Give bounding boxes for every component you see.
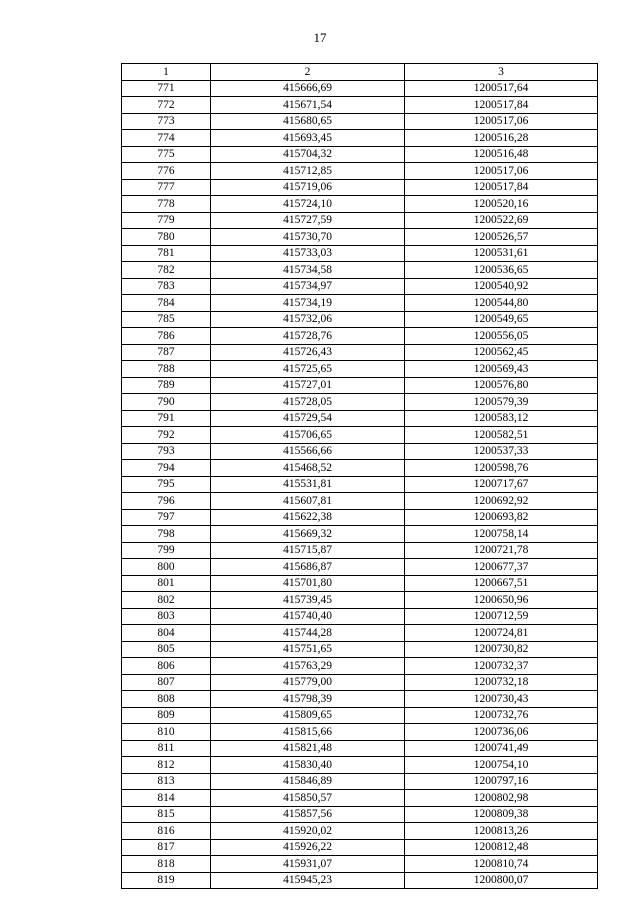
point-number-cell: 809 bbox=[122, 707, 211, 724]
table-row bbox=[122, 872, 598, 889]
point-number-cell: 818 bbox=[122, 856, 211, 873]
table-row bbox=[122, 608, 598, 625]
point-number-cell: 789 bbox=[122, 377, 211, 394]
header-col-3: 3 bbox=[405, 64, 598, 81]
y-coordinate-cell: 1200562,45 bbox=[405, 344, 598, 361]
table-row bbox=[122, 823, 598, 840]
y-coordinate-cell: 1200556,05 bbox=[405, 328, 598, 345]
x-coordinate-cell: 415740,40 bbox=[211, 608, 405, 625]
y-coordinate-cell: 1200583,12 bbox=[405, 410, 598, 427]
y-coordinate-cell: 1200812,48 bbox=[405, 839, 598, 856]
point-number-cell: 776 bbox=[122, 163, 211, 180]
x-coordinate-cell: 415744,28 bbox=[211, 625, 405, 642]
y-coordinate-cell: 1200598,76 bbox=[405, 460, 598, 477]
y-coordinate-cell: 1200741,49 bbox=[405, 740, 598, 757]
table-row bbox=[122, 179, 598, 196]
y-coordinate-cell: 1200517,84 bbox=[405, 179, 598, 196]
y-coordinate-cell: 1200537,33 bbox=[405, 443, 598, 460]
table-row bbox=[122, 658, 598, 675]
point-number-cell: 812 bbox=[122, 757, 211, 774]
y-coordinate-cell: 1200576,80 bbox=[405, 377, 598, 394]
point-number-cell: 802 bbox=[122, 592, 211, 609]
table-row bbox=[122, 856, 598, 873]
table-row bbox=[122, 427, 598, 444]
x-coordinate-cell: 415734,19 bbox=[211, 295, 405, 312]
x-coordinate-cell: 415739,45 bbox=[211, 592, 405, 609]
point-number-cell: 792 bbox=[122, 427, 211, 444]
point-number-cell: 813 bbox=[122, 773, 211, 790]
point-number-cell: 800 bbox=[122, 559, 211, 576]
table-row bbox=[122, 839, 598, 856]
table-row bbox=[122, 625, 598, 642]
table-row bbox=[122, 229, 598, 246]
x-coordinate-cell: 415622,38 bbox=[211, 509, 405, 526]
table-row bbox=[122, 377, 598, 394]
x-coordinate-cell: 415729,54 bbox=[211, 410, 405, 427]
x-coordinate-cell: 415821,48 bbox=[211, 740, 405, 757]
x-coordinate-cell: 415809,65 bbox=[211, 707, 405, 724]
y-coordinate-cell: 1200517,06 bbox=[405, 113, 598, 130]
coordinates-table bbox=[121, 63, 598, 889]
x-coordinate-cell: 415724,10 bbox=[211, 196, 405, 213]
y-coordinate-cell: 1200522,69 bbox=[405, 212, 598, 229]
y-coordinate-cell: 1200800,07 bbox=[405, 872, 598, 889]
x-coordinate-cell: 415726,43 bbox=[211, 344, 405, 361]
table-body bbox=[122, 80, 598, 889]
y-coordinate-cell: 1200531,61 bbox=[405, 245, 598, 262]
x-coordinate-cell: 415531,81 bbox=[211, 476, 405, 493]
point-number-cell: 777 bbox=[122, 179, 211, 196]
point-number-cell: 786 bbox=[122, 328, 211, 345]
x-coordinate-cell: 415725,65 bbox=[211, 361, 405, 378]
x-coordinate-cell: 415701,80 bbox=[211, 575, 405, 592]
y-coordinate-cell: 1200802,98 bbox=[405, 790, 598, 807]
x-coordinate-cell: 415671,54 bbox=[211, 97, 405, 114]
table-row bbox=[122, 740, 598, 757]
y-coordinate-cell: 1200544,80 bbox=[405, 295, 598, 312]
x-coordinate-cell: 415931,07 bbox=[211, 856, 405, 873]
y-coordinate-cell: 1200730,43 bbox=[405, 691, 598, 708]
table-row bbox=[122, 542, 598, 559]
x-coordinate-cell: 415857,56 bbox=[211, 806, 405, 823]
x-coordinate-cell: 415693,45 bbox=[211, 130, 405, 147]
x-coordinate-cell: 415734,97 bbox=[211, 278, 405, 295]
point-number-cell: 805 bbox=[122, 641, 211, 658]
point-number-cell: 775 bbox=[122, 146, 211, 163]
y-coordinate-cell: 1200712,59 bbox=[405, 608, 598, 625]
table-row bbox=[122, 476, 598, 493]
point-number-cell: 819 bbox=[122, 872, 211, 889]
x-coordinate-cell: 415607,81 bbox=[211, 493, 405, 510]
y-coordinate-cell: 1200520,16 bbox=[405, 196, 598, 213]
x-coordinate-cell: 415727,59 bbox=[211, 212, 405, 229]
y-coordinate-cell: 1200732,18 bbox=[405, 674, 598, 691]
table-row bbox=[122, 641, 598, 658]
y-coordinate-cell: 1200754,10 bbox=[405, 757, 598, 774]
y-coordinate-cell: 1200582,51 bbox=[405, 427, 598, 444]
x-coordinate-cell: 415680,65 bbox=[211, 113, 405, 130]
y-coordinate-cell: 1200758,14 bbox=[405, 526, 598, 543]
point-number-cell: 788 bbox=[122, 361, 211, 378]
table-row bbox=[122, 163, 598, 180]
point-number-cell: 782 bbox=[122, 262, 211, 279]
x-coordinate-cell: 415719,06 bbox=[211, 179, 405, 196]
point-number-cell: 808 bbox=[122, 691, 211, 708]
point-number-cell: 794 bbox=[122, 460, 211, 477]
point-number-cell: 806 bbox=[122, 658, 211, 675]
table-row bbox=[122, 394, 598, 411]
y-coordinate-cell: 1200692,92 bbox=[405, 493, 598, 510]
point-number-cell: 795 bbox=[122, 476, 211, 493]
point-number-cell: 784 bbox=[122, 295, 211, 312]
header-col-1: 1 bbox=[122, 64, 211, 81]
x-coordinate-cell: 415798,39 bbox=[211, 691, 405, 708]
table-row bbox=[122, 245, 598, 262]
x-coordinate-cell: 415712,85 bbox=[211, 163, 405, 180]
point-number-cell: 778 bbox=[122, 196, 211, 213]
point-number-cell: 796 bbox=[122, 493, 211, 510]
table-row bbox=[122, 328, 598, 345]
x-coordinate-cell: 415715,87 bbox=[211, 542, 405, 559]
y-coordinate-cell: 1200540,92 bbox=[405, 278, 598, 295]
table-row bbox=[122, 212, 598, 229]
x-coordinate-cell: 415728,76 bbox=[211, 328, 405, 345]
table-row bbox=[122, 575, 598, 592]
x-coordinate-cell: 415704,32 bbox=[211, 146, 405, 163]
point-number-cell: 772 bbox=[122, 97, 211, 114]
table-row bbox=[122, 724, 598, 741]
x-coordinate-cell: 415686,87 bbox=[211, 559, 405, 576]
point-number-cell: 815 bbox=[122, 806, 211, 823]
table-row bbox=[122, 493, 598, 510]
y-coordinate-cell: 1200677,37 bbox=[405, 559, 598, 576]
table-row bbox=[122, 443, 598, 460]
x-coordinate-cell: 415815,66 bbox=[211, 724, 405, 741]
x-coordinate-cell: 415846,89 bbox=[211, 773, 405, 790]
point-number-cell: 783 bbox=[122, 278, 211, 295]
point-number-cell: 793 bbox=[122, 443, 211, 460]
y-coordinate-cell: 1200721,78 bbox=[405, 542, 598, 559]
y-coordinate-cell: 1200730,82 bbox=[405, 641, 598, 658]
x-coordinate-cell: 415566,66 bbox=[211, 443, 405, 460]
table-row bbox=[122, 295, 598, 312]
table-row bbox=[122, 790, 598, 807]
table-row bbox=[122, 278, 598, 295]
table-row bbox=[122, 460, 598, 477]
y-coordinate-cell: 1200579,39 bbox=[405, 394, 598, 411]
x-coordinate-cell: 415926,22 bbox=[211, 839, 405, 856]
y-coordinate-cell: 1200693,82 bbox=[405, 509, 598, 526]
y-coordinate-cell: 1200732,37 bbox=[405, 658, 598, 675]
table-row bbox=[122, 410, 598, 427]
point-number-cell: 773 bbox=[122, 113, 211, 130]
point-number-cell: 799 bbox=[122, 542, 211, 559]
table-row bbox=[122, 707, 598, 724]
table-row bbox=[122, 130, 598, 147]
x-coordinate-cell: 415706,65 bbox=[211, 427, 405, 444]
point-number-cell: 791 bbox=[122, 410, 211, 427]
x-coordinate-cell: 415779,00 bbox=[211, 674, 405, 691]
table-row bbox=[122, 691, 598, 708]
table-row bbox=[122, 592, 598, 609]
point-number-cell: 787 bbox=[122, 344, 211, 361]
point-number-cell: 816 bbox=[122, 823, 211, 840]
y-coordinate-cell: 1200516,28 bbox=[405, 130, 598, 147]
y-coordinate-cell: 1200517,64 bbox=[405, 80, 598, 97]
point-number-cell: 785 bbox=[122, 311, 211, 328]
point-number-cell: 804 bbox=[122, 625, 211, 642]
y-coordinate-cell: 1200667,51 bbox=[405, 575, 598, 592]
table-row bbox=[122, 757, 598, 774]
table-row bbox=[122, 509, 598, 526]
table-row bbox=[122, 773, 598, 790]
point-number-cell: 814 bbox=[122, 790, 211, 807]
table-row bbox=[122, 113, 598, 130]
y-coordinate-cell: 1200517,84 bbox=[405, 97, 598, 114]
table-row bbox=[122, 361, 598, 378]
table-row bbox=[122, 262, 598, 279]
x-coordinate-cell: 415728,05 bbox=[211, 394, 405, 411]
x-coordinate-cell: 415920,02 bbox=[211, 823, 405, 840]
point-number-cell: 811 bbox=[122, 740, 211, 757]
y-coordinate-cell: 1200526,57 bbox=[405, 229, 598, 246]
table-row bbox=[122, 80, 598, 97]
table-header bbox=[122, 64, 598, 81]
point-number-cell: 771 bbox=[122, 80, 211, 97]
table-row bbox=[122, 526, 598, 543]
y-coordinate-cell: 1200717,67 bbox=[405, 476, 598, 493]
point-number-cell: 781 bbox=[122, 245, 211, 262]
x-coordinate-cell: 415468,52 bbox=[211, 460, 405, 477]
x-coordinate-cell: 415945,23 bbox=[211, 872, 405, 889]
header-row bbox=[122, 64, 598, 81]
y-coordinate-cell: 1200516,48 bbox=[405, 146, 598, 163]
y-coordinate-cell: 1200736,06 bbox=[405, 724, 598, 741]
y-coordinate-cell: 1200809,38 bbox=[405, 806, 598, 823]
point-number-cell: 810 bbox=[122, 724, 211, 741]
point-number-cell: 801 bbox=[122, 575, 211, 592]
header-col-2: 2 bbox=[211, 64, 405, 81]
point-number-cell: 817 bbox=[122, 839, 211, 856]
table-row bbox=[122, 311, 598, 328]
x-coordinate-cell: 415666,69 bbox=[211, 80, 405, 97]
x-coordinate-cell: 415734,58 bbox=[211, 262, 405, 279]
point-number-cell: 803 bbox=[122, 608, 211, 625]
y-coordinate-cell: 1200724,81 bbox=[405, 625, 598, 642]
x-coordinate-cell: 415763,29 bbox=[211, 658, 405, 675]
table-row bbox=[122, 97, 598, 114]
x-coordinate-cell: 415850,57 bbox=[211, 790, 405, 807]
point-number-cell: 779 bbox=[122, 212, 211, 229]
x-coordinate-cell: 415727,01 bbox=[211, 377, 405, 394]
point-number-cell: 807 bbox=[122, 674, 211, 691]
point-number-cell: 798 bbox=[122, 526, 211, 543]
x-coordinate-cell: 415730,70 bbox=[211, 229, 405, 246]
table-row bbox=[122, 559, 598, 576]
y-coordinate-cell: 1200569,43 bbox=[405, 361, 598, 378]
point-number-cell: 797 bbox=[122, 509, 211, 526]
x-coordinate-cell: 415830,40 bbox=[211, 757, 405, 774]
y-coordinate-cell: 1200517,06 bbox=[405, 163, 598, 180]
table-row bbox=[122, 806, 598, 823]
x-coordinate-cell: 415669,32 bbox=[211, 526, 405, 543]
y-coordinate-cell: 1200650,96 bbox=[405, 592, 598, 609]
point-number-cell: 790 bbox=[122, 394, 211, 411]
table-row bbox=[122, 146, 598, 163]
page-number: 17 bbox=[313, 30, 327, 45]
point-number-cell: 780 bbox=[122, 229, 211, 246]
y-coordinate-cell: 1200732,76 bbox=[405, 707, 598, 724]
table-row bbox=[122, 196, 598, 213]
point-number-cell: 774 bbox=[122, 130, 211, 147]
y-coordinate-cell: 1200810,74 bbox=[405, 856, 598, 873]
y-coordinate-cell: 1200813,26 bbox=[405, 823, 598, 840]
x-coordinate-cell: 415751,65 bbox=[211, 641, 405, 658]
x-coordinate-cell: 415732,06 bbox=[211, 311, 405, 328]
table-row bbox=[122, 344, 598, 361]
y-coordinate-cell: 1200797,16 bbox=[405, 773, 598, 790]
y-coordinate-cell: 1200536,65 bbox=[405, 262, 598, 279]
x-coordinate-cell: 415733,03 bbox=[211, 245, 405, 262]
y-coordinate-cell: 1200549,65 bbox=[405, 311, 598, 328]
table-row bbox=[122, 674, 598, 691]
